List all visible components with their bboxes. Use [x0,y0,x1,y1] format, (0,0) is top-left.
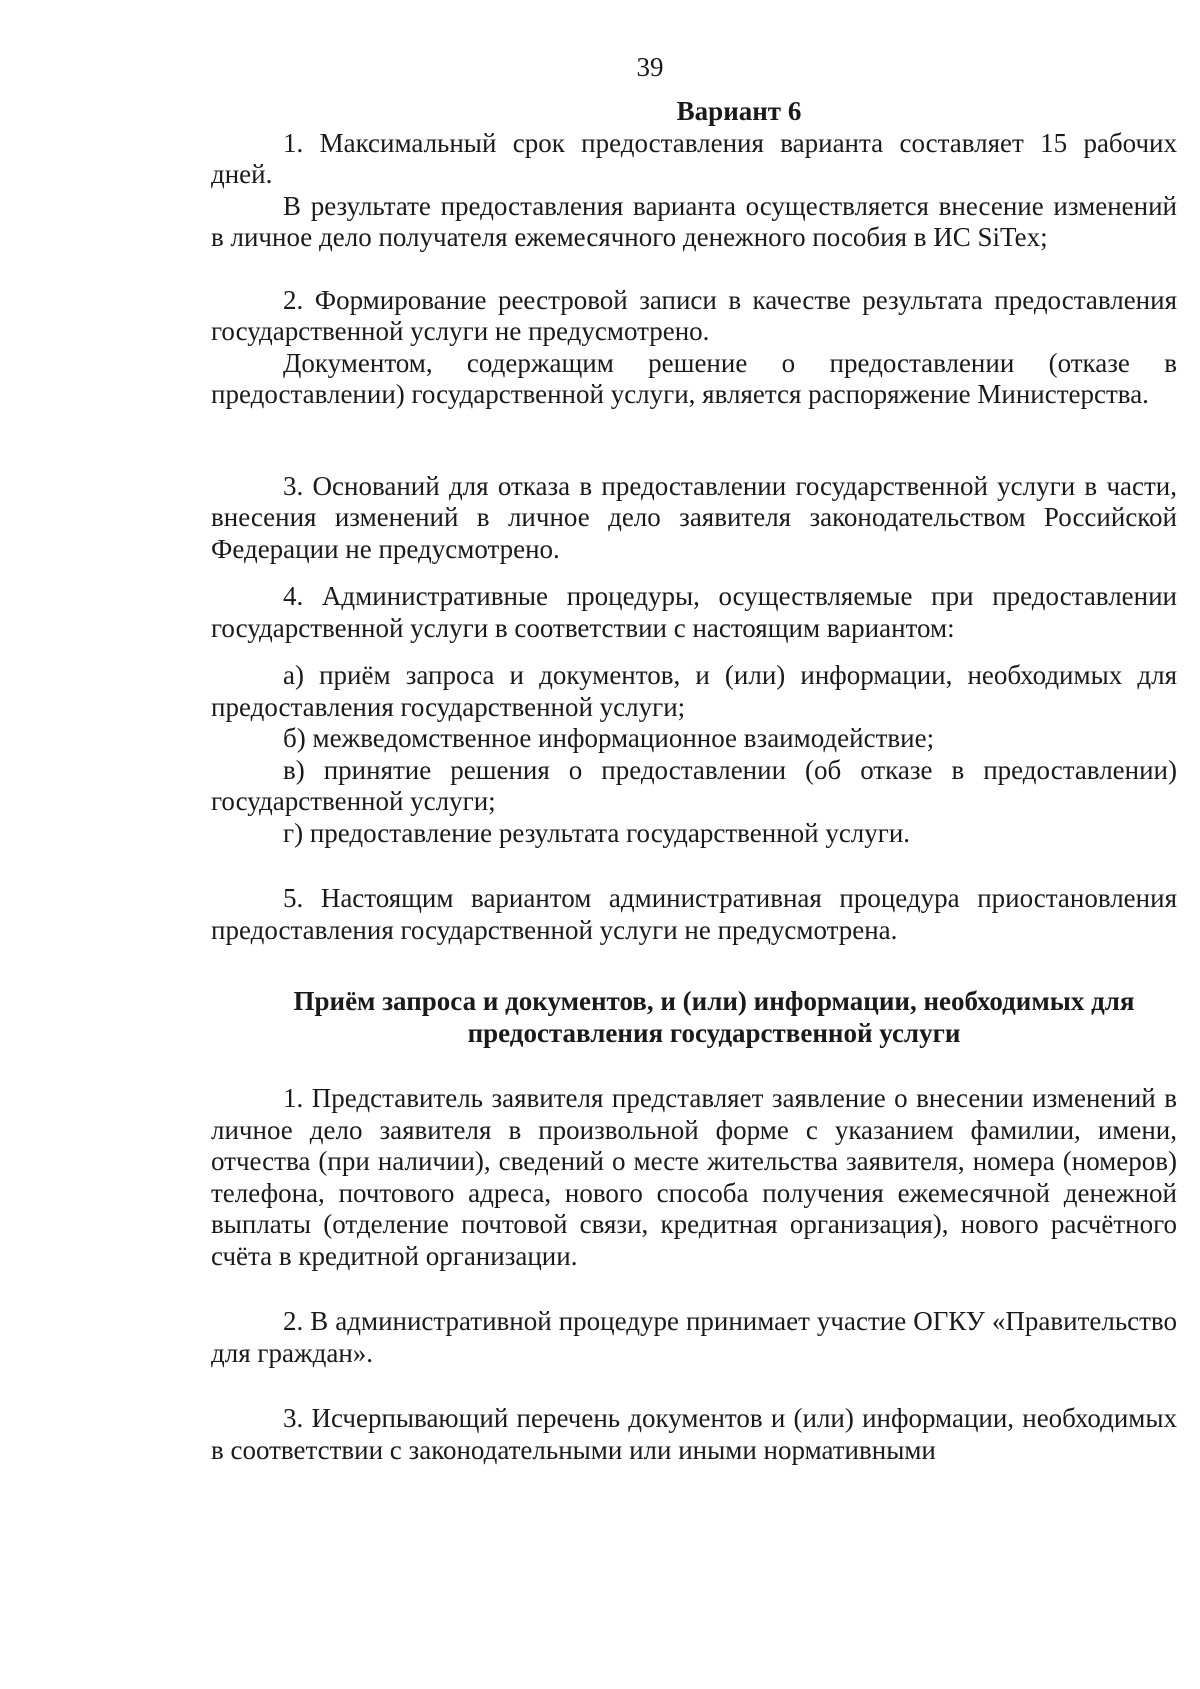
list-item-b: б) межведомственное информационное взаимодействие; [283,723,935,753]
list-item-d: г) предоставление результата государственной услуги. [283,817,911,848]
paragraph-decision-document: Документом, содержащим решение о предоставлении (отказе в предоставлении) государственной услуги, является распоряжение Министерства. [211,347,1177,409]
page-number: 39 [636,52,664,82]
paragraph-max-term: 1. Максимальный срок предоставления варианта составляет 15 рабочих дней. [211,127,1177,189]
section-paragraph-participant: 2. В административной процедуре принимает участие ОГКУ «Правительство для граждан». [211,1306,1177,1368]
document-body [211,96,1177,1466]
variant-title: Вариант 6 [676,96,802,126]
list-item-a: а) приём запроса и документов, и (или) информации, необходимых для предоставления государственной услуги; [211,660,1177,722]
section-heading: Приём запроса и документов, и (или) информации, необходимых для предоставления государственной услуги [293,986,1135,1048]
paragraph-suspension: 5. Настоящим вариантом административная процедура приостановления предоставления государственной услуги не предусмотрена. [211,883,1177,945]
section-paragraph-application: 1. Представитель заявителя представляет заявление о внесении изменений в личное дело заявителя в произвольной форме с указанием фамилии, имени, отчества (при наличии), сведений о месте жительства заявителя, номера (номеров) телефона, почтового адреса, нового способа получения ежемесячной денежной выплаты (отделение почтовой связи, кредитная организация), нового расчётного счёта в кредитной организации. [211,1083,1177,1271]
list-item-c: в) принятие решения о предоставлении (об отказе в предоставлении) государственной услуги; [211,754,1177,816]
paragraph-registry-record: 2. Формирование реестровой записи в качестве результата предоставления государственной услуги не предусмотрено. [211,284,1177,346]
section-paragraph-documents-list: 3. Исчерпывающий перечень документов и (или) информации, необходимых в соответствии с законодательными или иными нормативными [211,1403,1177,1465]
paragraph-procedures: 4. Административные процедуры, осуществляемые при предоставлении государственной услуги в соответствии с настоящим вариантом: [211,581,1177,643]
paragraph-refusal-grounds: 3. Оснований для отказа в предоставлении государственной услуги в части, внесения изменений в личное дело заявителя законодательством Российской Федерации не предусмотрено. [211,470,1177,564]
paragraph-result: В результате предоставления варианта осуществляется внесение изменений в личное дело получателя ежемесячного денежного пособия в ИС SiTex; [211,190,1177,252]
